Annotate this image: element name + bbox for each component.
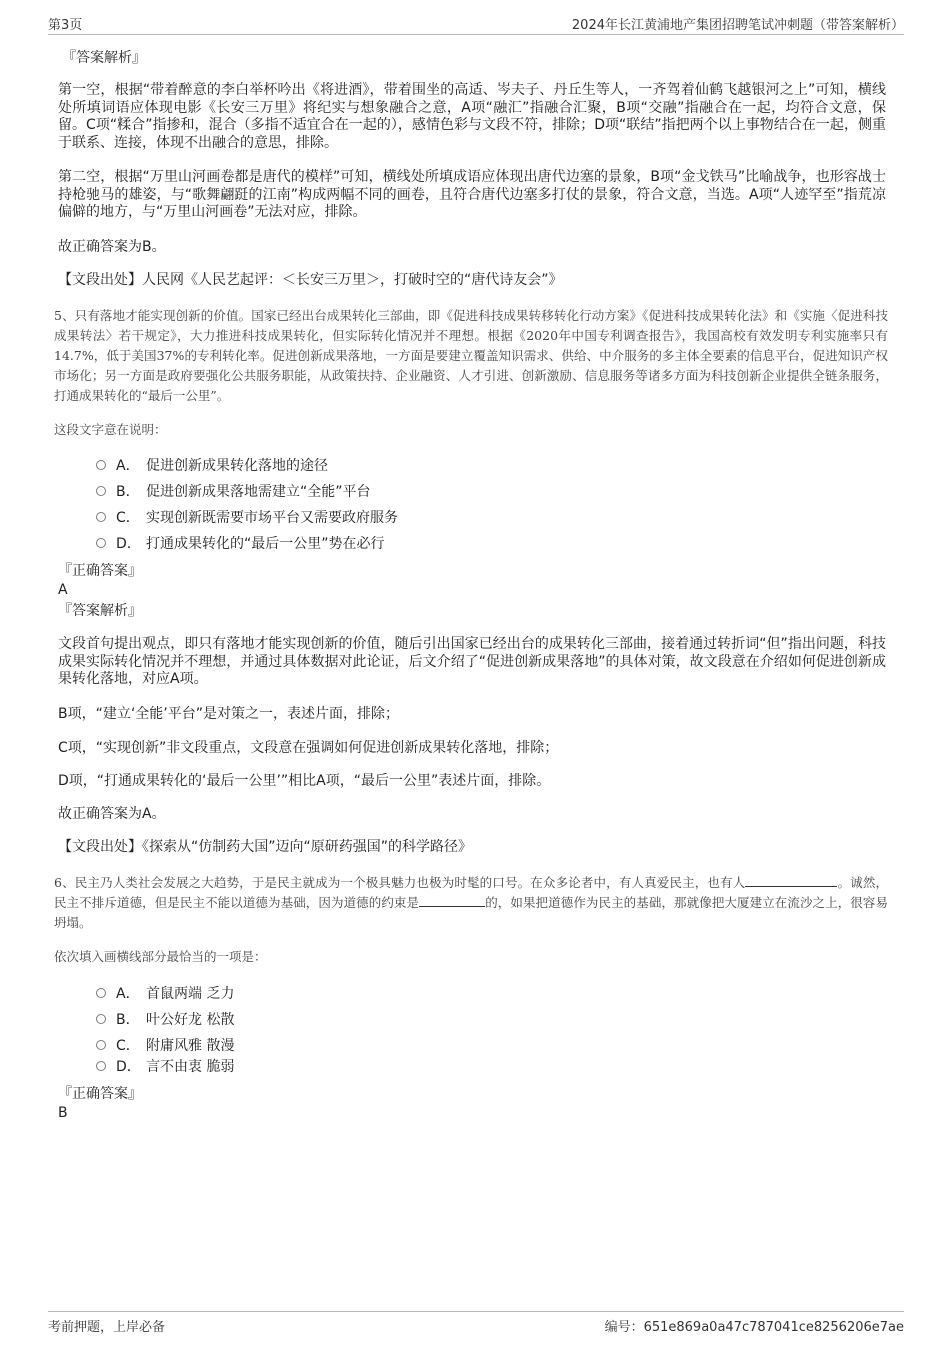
radio-icon[interactable] bbox=[96, 512, 106, 522]
q5-option-b[interactable]: B． 促进创新成果落地需建立“全能”平台 bbox=[96, 483, 371, 501]
fill-blank-2 bbox=[419, 894, 485, 907]
q5-prompt: 这段文字意在说明： bbox=[54, 422, 167, 437]
q6-option-a[interactable]: A． 首鼠两端 乏力 bbox=[96, 985, 234, 1003]
q5-option-a[interactable]: A． 促进创新成果转化落地的途径 bbox=[96, 457, 328, 475]
radio-icon[interactable] bbox=[96, 988, 106, 998]
q5-analysis-para-1: 文段首句提出观点，即只有落地才能实现创新的价值，随后引出国家已经出台的成果转化三部曲，接着通过转折词“但”指出问题，科技成果实际转化情况并不理想，并通过具体数据对此论证，后文介绍了“促进创新成果落地”的具体对策，故文段意在介绍如何促进创新成果转化落地，对应A项。 bbox=[58, 636, 886, 687]
page-number: 第3页 bbox=[48, 18, 83, 33]
radio-icon[interactable] bbox=[96, 460, 106, 470]
q4-analysis-para-1: 第一空，根据“带着醉意的李白举杯吟出《将进酒》，带着围坐的高适、岑夫子、丹丘生等人，一齐驾着仙鹤飞越银河之上”可知，横线处所填词语应体现电影《长安三万里》将纪实与想象融合之意，A项“融汇”指融合汇聚，B项“交融”指融合在一起，均符合文意，保留。C项“糅合”指掺和，混合（多指不适宜合在一起的），感情色彩与文段不符，排除；D项“联结”指把两个以上事物结合在一起，侧重于联系、连接，体现不出融合的意思，排除。 bbox=[58, 82, 886, 151]
q5-analysis-para-4: D项，“打通成果转化的‘最后一公里’”相比A项，“最后一公里”表述片面，排除。 bbox=[58, 773, 551, 789]
q5-question: 5、只有落地才能实现创新的价值。国家已经出台成果转化三部曲，即《促进科技成果转移转化行动方案》《促进科技成果转化法》和《实施〈促进科技成果转法〉若干规定》，大力推进科技成果转化，但实际转化情况并不理想。根据《2020年中国专利调查报告》，我国高校有效发明专利实施率只有14.7%，低于美国37%的专利转化率。促进创新成果落地，一方面是要建立覆盖知识需求、供给、中介服务的多主体全要素的信息平台，促进知识产权市场化；另一方面是政府要强化公共服务职能，从政策扶持、企业融资、人才引进、创新激励、信息服务等诸多方面为科技创新企业提供全链条服务，打通成果转化的“最后一公里”。 bbox=[54, 308, 888, 403]
q5-analysis-para-3: C项，“实现创新”非文段重点，文段意在强调如何促进创新成果转化落地，排除； bbox=[58, 740, 559, 756]
q6-option-b[interactable]: B． 叶公好龙 松散 bbox=[96, 1011, 234, 1029]
q5-source: 【文段出处】《探索从“仿制药大国”迈向“原研药强国”的科学路径》 bbox=[58, 839, 473, 855]
q6-option-c[interactable]: C． 附庸风雅 散漫 bbox=[96, 1037, 234, 1055]
document-id: 编号：651e869a0a47c787041ce8256206e7ae bbox=[604, 1320, 904, 1335]
q4-conclusion: 故正确答案为B。 bbox=[58, 239, 166, 255]
footer-slogan: 考前押题，上岸必备 bbox=[48, 1320, 166, 1335]
page-footer bbox=[48, 1311, 904, 1334]
q6-prompt: 依次填入画横线部分最恰当的一项是： bbox=[54, 949, 267, 964]
q6-option-d[interactable]: D． 言不由衷 脆弱 bbox=[96, 1058, 234, 1076]
q5-conclusion: 故正确答案为A。 bbox=[58, 806, 166, 822]
q5-analysis-para-2: B项，“建立‘全能’平台”是对策之一，表述片面，排除； bbox=[58, 706, 400, 722]
q4-analysis-para-2: 第二空，根据“万里山河画卷都是唐代的模样”可知，横线处所填成语应体现出唐代边塞的景象，B项“金戈铁马”比喻战争，也形容战士持枪驰马的雄姿，与“歌舞翩跹的江南”构成两幅不同的画卷，且符合唐代边塞多打仗的景象，符合文意，当选。A项“人迹罕至”指荒凉偏僻的地方，与“万里山河画卷”无法对应，排除。 bbox=[58, 169, 886, 220]
q5-option-c[interactable]: C． 实现创新既需要市场平台又需要政府服务 bbox=[96, 509, 398, 527]
q5-answer-label: 『正确答案』 bbox=[58, 563, 142, 579]
fill-blank-1 bbox=[745, 874, 837, 887]
q6-answer-label: 『正确答案』 bbox=[58, 1086, 142, 1102]
q5-analysis-label: 『答案解析』 bbox=[58, 603, 142, 619]
radio-icon[interactable] bbox=[96, 538, 106, 548]
page-header bbox=[48, 14, 904, 35]
q4-source: 【文段出处】人民网《人民艺起评：＜长安三万里＞，打破时空的“唐代诗友会”》 bbox=[58, 272, 563, 288]
q5-answer: A bbox=[58, 582, 68, 598]
document-title: 2024年长江黄浦地产集团招聘笔试冲刺题（带答案解析） bbox=[571, 18, 904, 33]
radio-icon[interactable] bbox=[96, 1040, 106, 1050]
radio-icon[interactable] bbox=[96, 1061, 106, 1071]
q5-option-d[interactable]: D． 打通成果转化的“最后一公里”势在必行 bbox=[96, 535, 385, 553]
q4-analysis-label: 『答案解析』 bbox=[62, 50, 146, 66]
q6-question: 6、民主乃人类社会发展之大趋势，于是民主就成为一个极具魅力也极为时髦的口号。在众多论者中，有人真爱民主，也有人 。诚然，民主不排斥道德，但是民主不能以道德为基础，因为道德的约束是 的，如果把道德作为民主的基础，那就像把大厦建立在流沙之上，很容易坍塌。 bbox=[54, 875, 888, 930]
q6-answer: B bbox=[58, 1105, 68, 1121]
radio-icon[interactable] bbox=[96, 486, 106, 496]
radio-icon[interactable] bbox=[96, 1014, 106, 1024]
